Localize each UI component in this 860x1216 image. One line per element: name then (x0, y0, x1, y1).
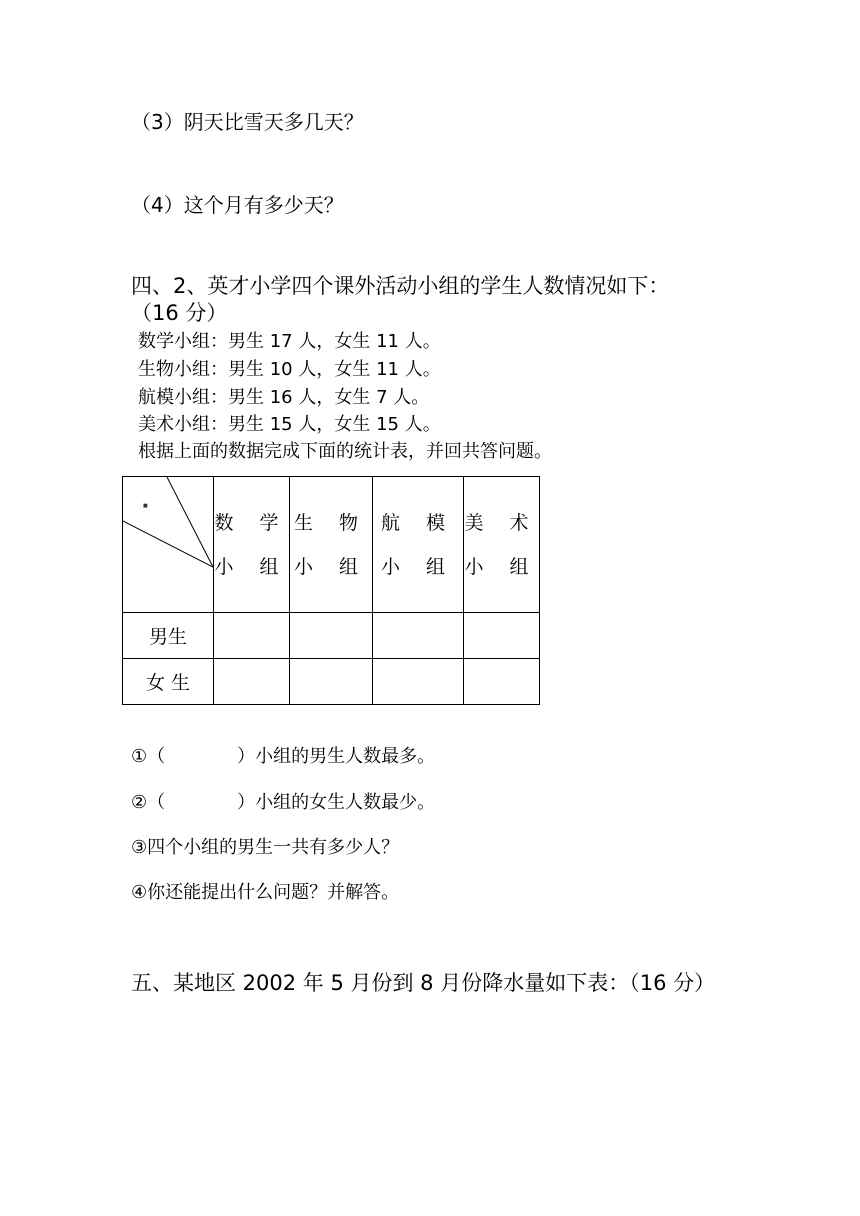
fact-biology-group: 生物小组：男生 10 人，女生 11 人。 (138, 359, 441, 380)
diagonal-corner-cell (123, 477, 214, 613)
column-header-art: 美 术 小 组 (464, 477, 540, 613)
question-4: （4）这个月有多少天？ (131, 193, 344, 217)
row-label-girls: 女 生 (123, 659, 214, 705)
subquestion-1: ①（ ）小组的男生人数最多。 (131, 746, 436, 767)
question-3: （3）阴天比雪天多几天？ (131, 110, 364, 134)
row-label-boys: 男生 (123, 613, 214, 659)
cell-model-boys[interactable] (373, 613, 464, 659)
cell-biology-girls[interactable] (290, 659, 373, 705)
cell-math-boys[interactable] (214, 613, 290, 659)
table-row-girls (123, 659, 540, 705)
fact-model-group: 航模小组：男生 16 人，女生 7 人。 (138, 387, 430, 408)
cell-art-boys[interactable] (464, 613, 540, 659)
subquestion-4: ④你还能提出什么问题？并解答。 (131, 882, 400, 903)
table-header-row (123, 477, 540, 613)
cell-model-girls[interactable] (373, 659, 464, 705)
statistics-table (122, 476, 540, 705)
table-instruction: 根据上面的数据完成下面的统计表，并回共答问题。 (138, 441, 552, 462)
fact-math-group: 数学小组：男生 17 人，女生 11 人。 (138, 331, 441, 352)
subquestion-2: ②（ ）小组的女生人数最少。 (131, 792, 436, 813)
section-4-heading: 四、2、英才小学四个课外活动小组的学生人数情况如下： (131, 274, 670, 298)
corner-mark: ■ (143, 503, 148, 509)
cell-math-girls[interactable] (214, 659, 290, 705)
cell-art-girls[interactable] (464, 659, 540, 705)
section-5-heading: 五、某地区 2002 年 5 月份到 8 月份降水量如下表：（16 分） (131, 971, 716, 995)
column-header-math: 数 学 小 组 (214, 477, 290, 613)
cell-biology-boys[interactable] (290, 613, 373, 659)
section-4-score: （16 分） (131, 301, 228, 325)
table-row-boys (123, 613, 540, 659)
diagonal-lines (123, 477, 213, 612)
fact-art-group: 美术小组：男生 15 人，女生 15 人。 (138, 414, 441, 435)
subquestion-3: ③四个小组的男生一共有多少人？ (131, 837, 400, 858)
column-header-model: 航 模 小 组 (373, 477, 464, 613)
column-header-biology: 生 物 小 组 (290, 477, 373, 613)
